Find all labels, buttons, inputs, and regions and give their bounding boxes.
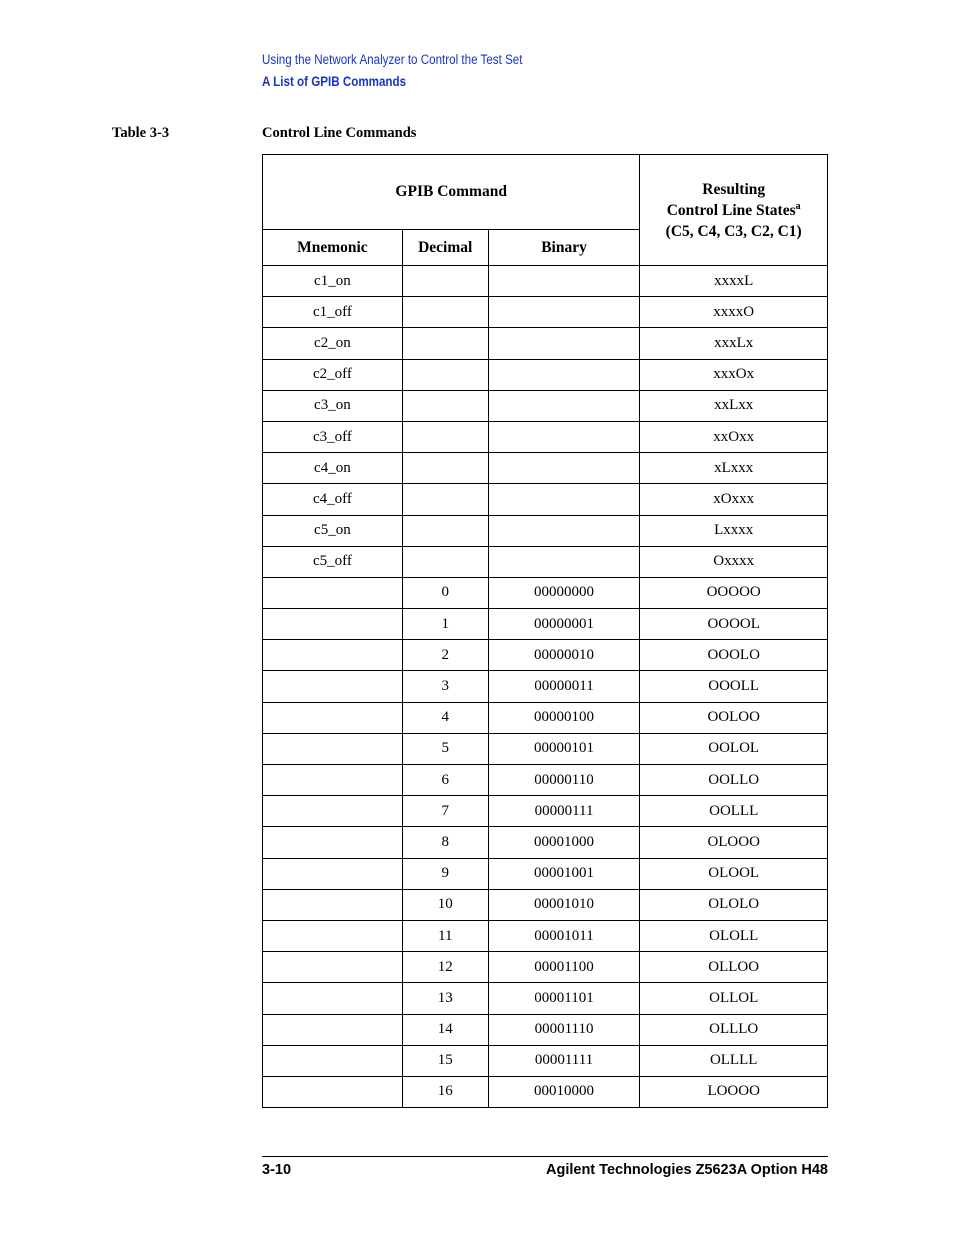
mnemonic-cell (263, 577, 403, 608)
table-row (263, 1076, 828, 1107)
subsection-breadcrumb-link[interactable]: A List of GPIB Commands (262, 74, 407, 89)
decimal-cell (402, 328, 488, 359)
control-state-cell: xxOxx (640, 421, 828, 452)
decimal-cell (402, 515, 488, 546)
binary-cell (488, 421, 640, 452)
control-state-cell: OLLLL (640, 1045, 828, 1076)
mnemonic-cell (263, 765, 403, 796)
table-row (263, 297, 828, 328)
binary-cell: 00001010 (488, 889, 640, 920)
footnote-marker: a (795, 200, 801, 212)
mnemonic-cell (263, 702, 403, 733)
decimal-cell: 5 (402, 733, 488, 764)
binary-cell: 00001100 (488, 952, 640, 983)
binary-cell: 00000001 (488, 609, 640, 640)
mnemonic-cell: c1_on (263, 266, 403, 297)
binary-cell (488, 266, 640, 297)
mnemonic-cell (263, 640, 403, 671)
table-row (263, 640, 828, 671)
decimal-cell: 0 (402, 577, 488, 608)
binary-cell (488, 515, 640, 546)
mnemonic-cell: c4_off (263, 484, 403, 515)
decimal-cell (402, 390, 488, 421)
control-state-cell: OLLOO (640, 952, 828, 983)
decimal-cell: 14 (402, 1014, 488, 1045)
binary-cell: 00000100 (488, 702, 640, 733)
control-state-cell: xxxOx (640, 359, 828, 390)
binary-cell: 00001000 (488, 827, 640, 858)
decimal-cell: 2 (402, 640, 488, 671)
table-row (263, 952, 828, 983)
binary-cell: 00000000 (488, 577, 640, 608)
table-row (263, 328, 828, 359)
table-row (263, 484, 828, 515)
mnemonic-cell (263, 983, 403, 1014)
binary-cell: 00000010 (488, 640, 640, 671)
control-state-cell: OOLLL (640, 796, 828, 827)
page-number: 3-10 (262, 1162, 292, 1178)
resulting-states-header (640, 155, 828, 266)
mnemonic-cell (263, 827, 403, 858)
decimal-cell: 7 (402, 796, 488, 827)
control-state-cell: OLOLO (640, 889, 828, 920)
binary-cell: 00001101 (488, 983, 640, 1014)
control-state-cell: OOOLL (640, 671, 828, 702)
resulting-header-line1: Resulting (702, 180, 766, 198)
mnemonic-cell (263, 1014, 403, 1045)
control-state-cell: LOOOO (640, 1076, 828, 1107)
table-row (263, 515, 828, 546)
binary-cell: 00000011 (488, 671, 640, 702)
control-state-cell: xxLxx (640, 390, 828, 421)
table-number: Table 3-3 (112, 125, 170, 141)
table-row (263, 546, 828, 577)
mnemonic-cell: c2_off (263, 359, 403, 390)
control-state-cell: OLLOL (640, 983, 828, 1014)
binary-cell: 00000101 (488, 733, 640, 764)
decimal-cell: 3 (402, 671, 488, 702)
table-row (263, 266, 828, 297)
decimal-cell (402, 359, 488, 390)
decimal-cell: 13 (402, 983, 488, 1014)
resulting-header-line3: (C5, C4, C3, C2, C1) (665, 222, 802, 240)
mnemonic-cell: c4_on (263, 453, 403, 484)
control-state-cell: xLxxx (640, 453, 828, 484)
control-state-cell: xxxxO (640, 297, 828, 328)
control-state-cell: OOOOO (640, 577, 828, 608)
table-row (263, 1045, 828, 1076)
mnemonic-cell (263, 1045, 403, 1076)
binary-column-header: Binary (488, 230, 640, 266)
binary-cell: 00010000 (488, 1076, 640, 1107)
mnemonic-cell (263, 889, 403, 920)
mnemonic-cell: c3_off (263, 421, 403, 452)
decimal-cell: 4 (402, 702, 488, 733)
binary-cell (488, 390, 640, 421)
decimal-cell (402, 421, 488, 452)
binary-cell (488, 546, 640, 577)
control-state-cell: OLOOO (640, 827, 828, 858)
decimal-cell: 1 (402, 609, 488, 640)
decimal-cell: 8 (402, 827, 488, 858)
table-title: Control Line Commands (262, 125, 417, 141)
table-row (263, 1014, 828, 1045)
table-row (263, 858, 828, 889)
decimal-cell: 9 (402, 858, 488, 889)
control-state-cell: OOLOO (640, 702, 828, 733)
footer-divider (262, 1156, 828, 1157)
table-row (263, 733, 828, 764)
control-line-commands-table (262, 154, 828, 1108)
binary-cell: 00000110 (488, 765, 640, 796)
control-state-cell: xxxLx (640, 328, 828, 359)
decimal-column-header: Decimal (402, 230, 488, 266)
control-state-cell: Lxxxx (640, 515, 828, 546)
decimal-cell: 6 (402, 765, 488, 796)
table-row (263, 421, 828, 452)
decimal-cell: 16 (402, 1076, 488, 1107)
binary-cell: 00001011 (488, 920, 640, 951)
binary-cell: 00001111 (488, 1045, 640, 1076)
binary-cell: 00001001 (488, 858, 640, 889)
control-state-cell: OLOLL (640, 920, 828, 951)
mnemonic-cell: c5_off (263, 546, 403, 577)
mnemonic-cell (263, 920, 403, 951)
mnemonic-cell (263, 1076, 403, 1107)
decimal-cell (402, 266, 488, 297)
decimal-cell: 15 (402, 1045, 488, 1076)
section-breadcrumb-link[interactable]: Using the Network Analyzer to Control the Test Set (262, 52, 523, 67)
table-row (263, 609, 828, 640)
decimal-cell: 10 (402, 889, 488, 920)
decimal-cell (402, 484, 488, 515)
control-state-cell: OLOOL (640, 858, 828, 889)
control-state-cell: OOOLO (640, 640, 828, 671)
binary-cell: 00001110 (488, 1014, 640, 1045)
decimal-cell (402, 546, 488, 577)
mnemonic-cell: c3_on (263, 390, 403, 421)
table-row (263, 889, 828, 920)
table-row (263, 983, 828, 1014)
binary-cell (488, 453, 640, 484)
decimal-cell (402, 453, 488, 484)
table-row (263, 796, 828, 827)
table-row (263, 390, 828, 421)
mnemonic-cell: c2_on (263, 328, 403, 359)
binary-cell (488, 484, 640, 515)
mnemonic-cell (263, 952, 403, 983)
mnemonic-cell: c1_off (263, 297, 403, 328)
table-row (263, 765, 828, 796)
binary-cell: 00000111 (488, 796, 640, 827)
control-state-cell: xOxxx (640, 484, 828, 515)
mnemonic-cell (263, 858, 403, 889)
table-row (263, 920, 828, 951)
control-state-cell: OOOOL (640, 609, 828, 640)
table-row (263, 702, 828, 733)
table-row (263, 453, 828, 484)
product-name: Agilent Technologies Z5623A Option H48 (546, 1162, 828, 1178)
control-state-cell: Oxxxx (640, 546, 828, 577)
table-row (263, 671, 828, 702)
mnemonic-cell (263, 796, 403, 827)
decimal-cell: 11 (402, 920, 488, 951)
control-state-cell: OLLLO (640, 1014, 828, 1045)
mnemonic-cell: c5_on (263, 515, 403, 546)
decimal-cell: 12 (402, 952, 488, 983)
mnemonic-cell (263, 609, 403, 640)
control-state-cell: OOLLO (640, 765, 828, 796)
table-row (263, 577, 828, 608)
table-row (263, 827, 828, 858)
gpib-command-header: GPIB Command (263, 155, 640, 230)
control-state-cell: xxxxL (640, 266, 828, 297)
binary-cell (488, 359, 640, 390)
binary-cell (488, 328, 640, 359)
decimal-cell (402, 297, 488, 328)
mnemonic-column-header: Mnemonic (263, 230, 403, 266)
control-state-cell: OOLOL (640, 733, 828, 764)
resulting-header-line2: Control Line States (666, 201, 796, 219)
table-row (263, 359, 828, 390)
mnemonic-cell (263, 733, 403, 764)
mnemonic-cell (263, 671, 403, 702)
binary-cell (488, 297, 640, 328)
